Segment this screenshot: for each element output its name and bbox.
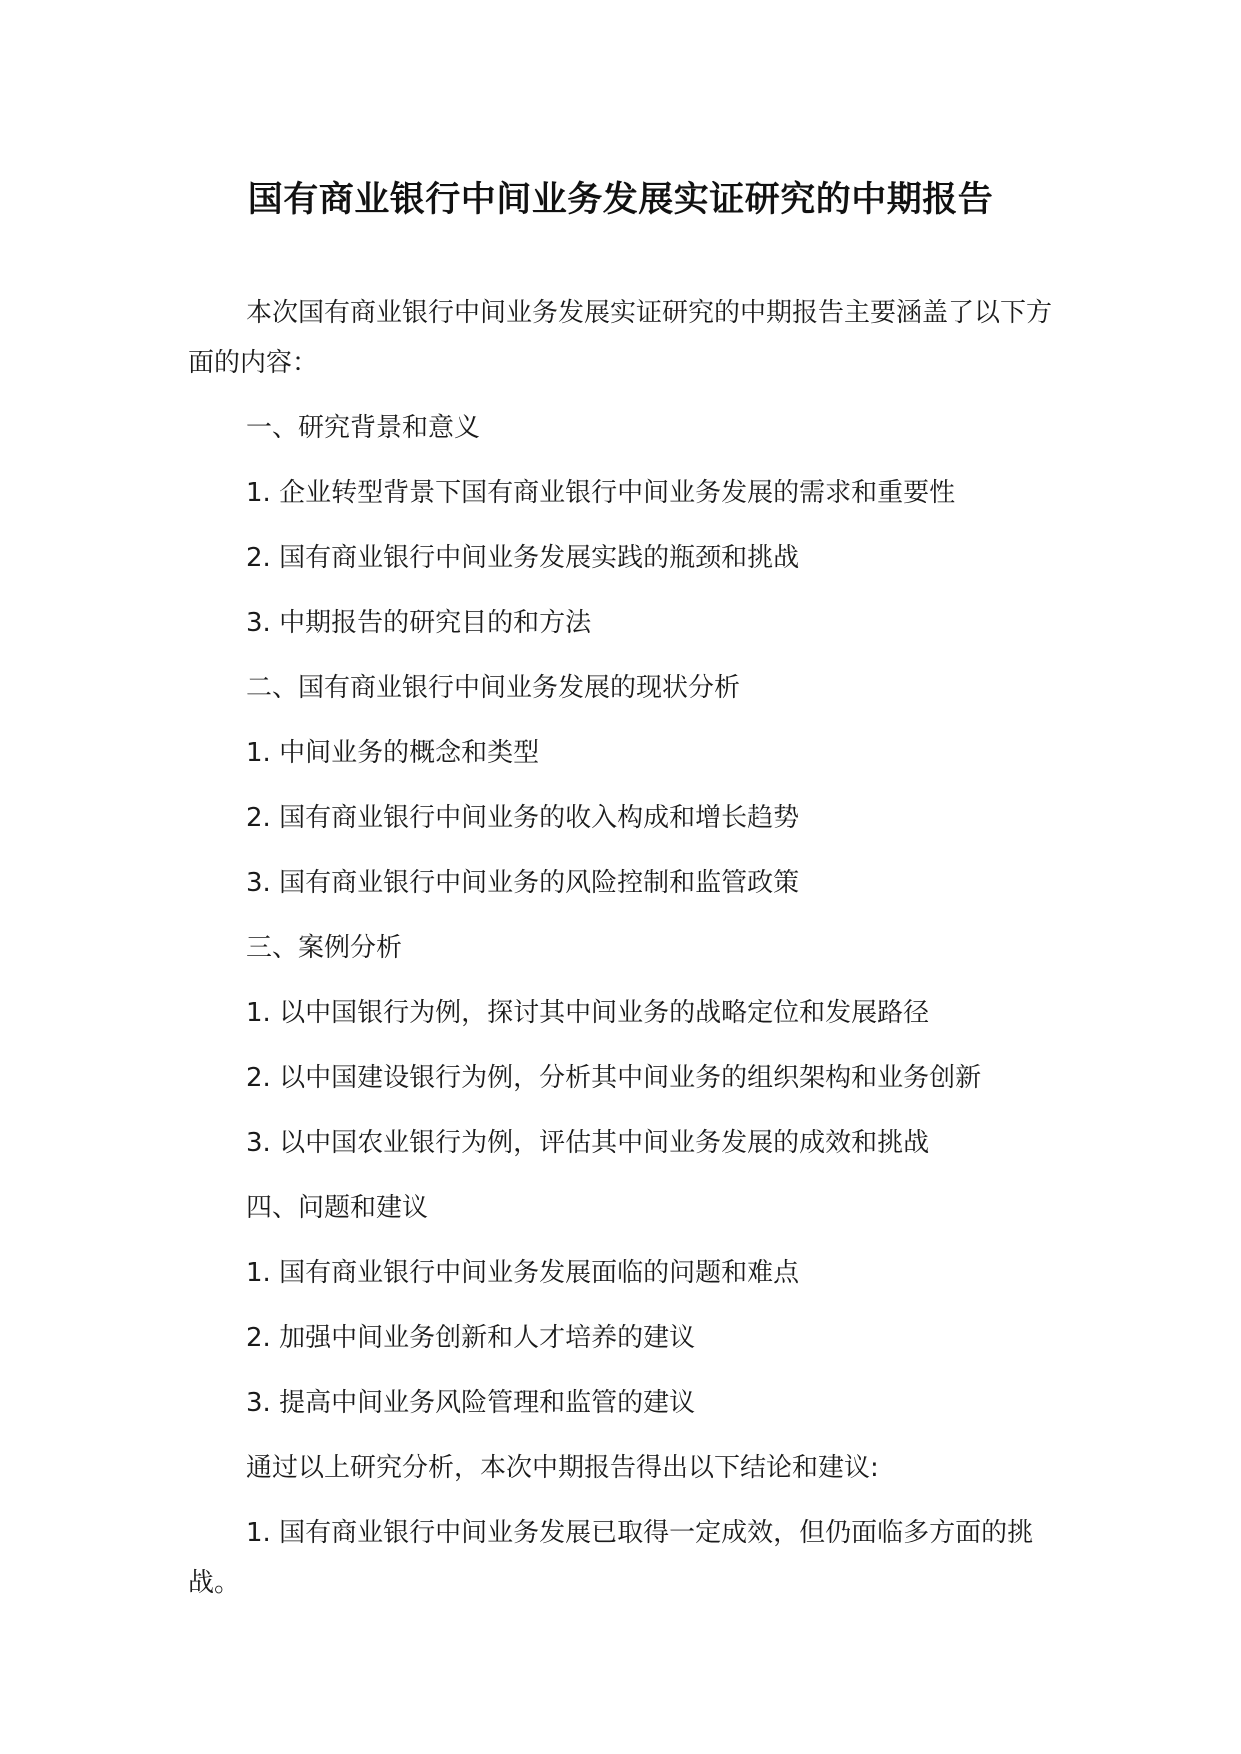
list-item: 3. 以中国农业银行为例，评估其中间业务发展的成效和挑战	[246, 1128, 930, 1158]
list-item: 3. 提高中间业务风险管理和监管的建议	[246, 1388, 696, 1418]
list-item: 1. 中间业务的概念和类型	[246, 738, 540, 768]
section-heading-3: 三、案例分析	[246, 933, 403, 963]
list-item: 2. 国有商业银行中间业务发展实践的瓶颈和挑战	[246, 543, 800, 573]
section-heading-2: 二、国有商业银行中间业务发展的现状分析	[246, 673, 741, 703]
document-body	[188, 288, 1058, 1623]
list-item: 3. 中期报告的研究目的和方法	[246, 608, 592, 638]
list-item: 2. 以中国建设银行为例，分析其中间业务的组织架构和业务创新	[246, 1063, 982, 1093]
list-item: 1. 国有商业银行中间业务发展面临的问题和难点	[246, 1258, 800, 1288]
section-heading-4: 四、问题和建议	[246, 1193, 429, 1223]
intro-paragraph: 本次国有商业银行中间业务发展实证研究的中期报告主要涵盖了以下方面的内容：	[188, 298, 1053, 378]
section-heading-1: 一、研究背景和意义	[246, 413, 481, 443]
list-item: 1. 以中国银行为例，探讨其中间业务的战略定位和发展路径	[246, 998, 930, 1028]
list-item: 2. 加强中间业务创新和人才培养的建议	[246, 1323, 696, 1353]
list-item: 1. 企业转型背景下国有商业银行中间业务发展的需求和重要性	[246, 478, 956, 508]
conclusion-intro: 通过以上研究分析，本次中期报告得出以下结论和建议:	[246, 1453, 879, 1483]
list-item: 3. 国有商业银行中间业务的风险控制和监管政策	[246, 868, 800, 898]
list-item: 2. 国有商业银行中间业务的收入构成和增长趋势	[246, 803, 800, 833]
document-title: 国有商业银行中间业务发展实证研究的中期报告	[247, 180, 994, 220]
conclusion-item: 1. 国有商业银行中间业务发展已取得一定成效，但仍面临多方面的挑战。	[188, 1518, 1034, 1598]
